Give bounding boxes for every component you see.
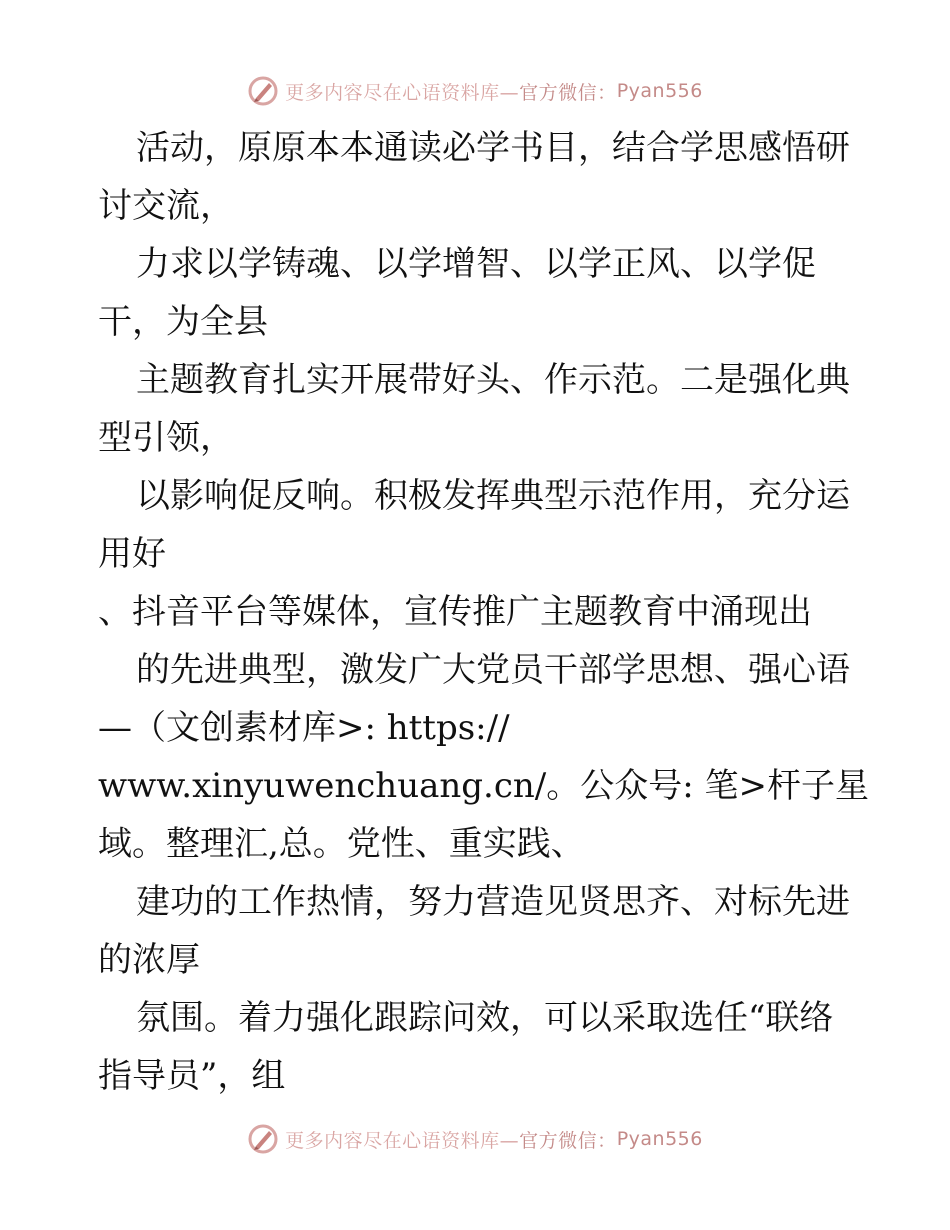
body-line: 用好 bbox=[98, 534, 166, 574]
body-line: 型引领， bbox=[98, 418, 234, 458]
footer-wechat-id: Pyan556 bbox=[616, 1128, 703, 1150]
header-wechat-label: 官方微信： bbox=[519, 81, 617, 104]
body-line: www.xinyuwenchuang.cn/。公众号: 笔>杆子星 bbox=[98, 766, 869, 806]
body-line: 域。整理汇,总。党性、重实践、 bbox=[98, 824, 585, 864]
body-line: 建功的工作热情，努力营造见贤思齐、对标先进 bbox=[136, 882, 850, 922]
body-line: 的浓厚 bbox=[98, 940, 200, 980]
body-line: 以影响促反响。积极发挥典型示范作用，充分运 bbox=[136, 476, 850, 516]
footer-wechat-label: 官方微信： bbox=[519, 1129, 617, 1152]
header-banner-text: 更多内容尽在心语资料库— bbox=[285, 81, 520, 104]
body-line: 主题教育扎实开展带好头、作示范。二是强化典 bbox=[136, 360, 850, 400]
footer-banner-text: 更多内容尽在心语资料库— bbox=[285, 1129, 520, 1152]
body-line: 讨交流， bbox=[98, 186, 234, 226]
body-line: 的先进典型，激发广大党员干部学思想、强心语 bbox=[136, 650, 850, 690]
header-banner bbox=[0, 74, 950, 108]
footer-banner bbox=[0, 1122, 950, 1156]
body-line: —（文创素材库>: https:// bbox=[98, 708, 510, 748]
body-line: 、抖音平台等媒体，宣传推广主题教育中涌现出 bbox=[98, 592, 812, 632]
body-line: 活动，原原本本通读必学书目，结合学思感悟研 bbox=[136, 128, 850, 168]
body-line: 指导员”，组 bbox=[98, 1056, 286, 1096]
pen-logo-icon bbox=[247, 1123, 279, 1155]
pen-logo-icon bbox=[247, 75, 279, 107]
body-line: 氛围。着力强化跟踪问效，可以采取选任“联络 bbox=[136, 998, 834, 1038]
body-line: 力求以学铸魂、以学增智、以学正风、以学促 bbox=[136, 244, 816, 284]
header-wechat-id: Pyan556 bbox=[616, 80, 703, 102]
body-line: 干，为全县 bbox=[98, 302, 268, 342]
